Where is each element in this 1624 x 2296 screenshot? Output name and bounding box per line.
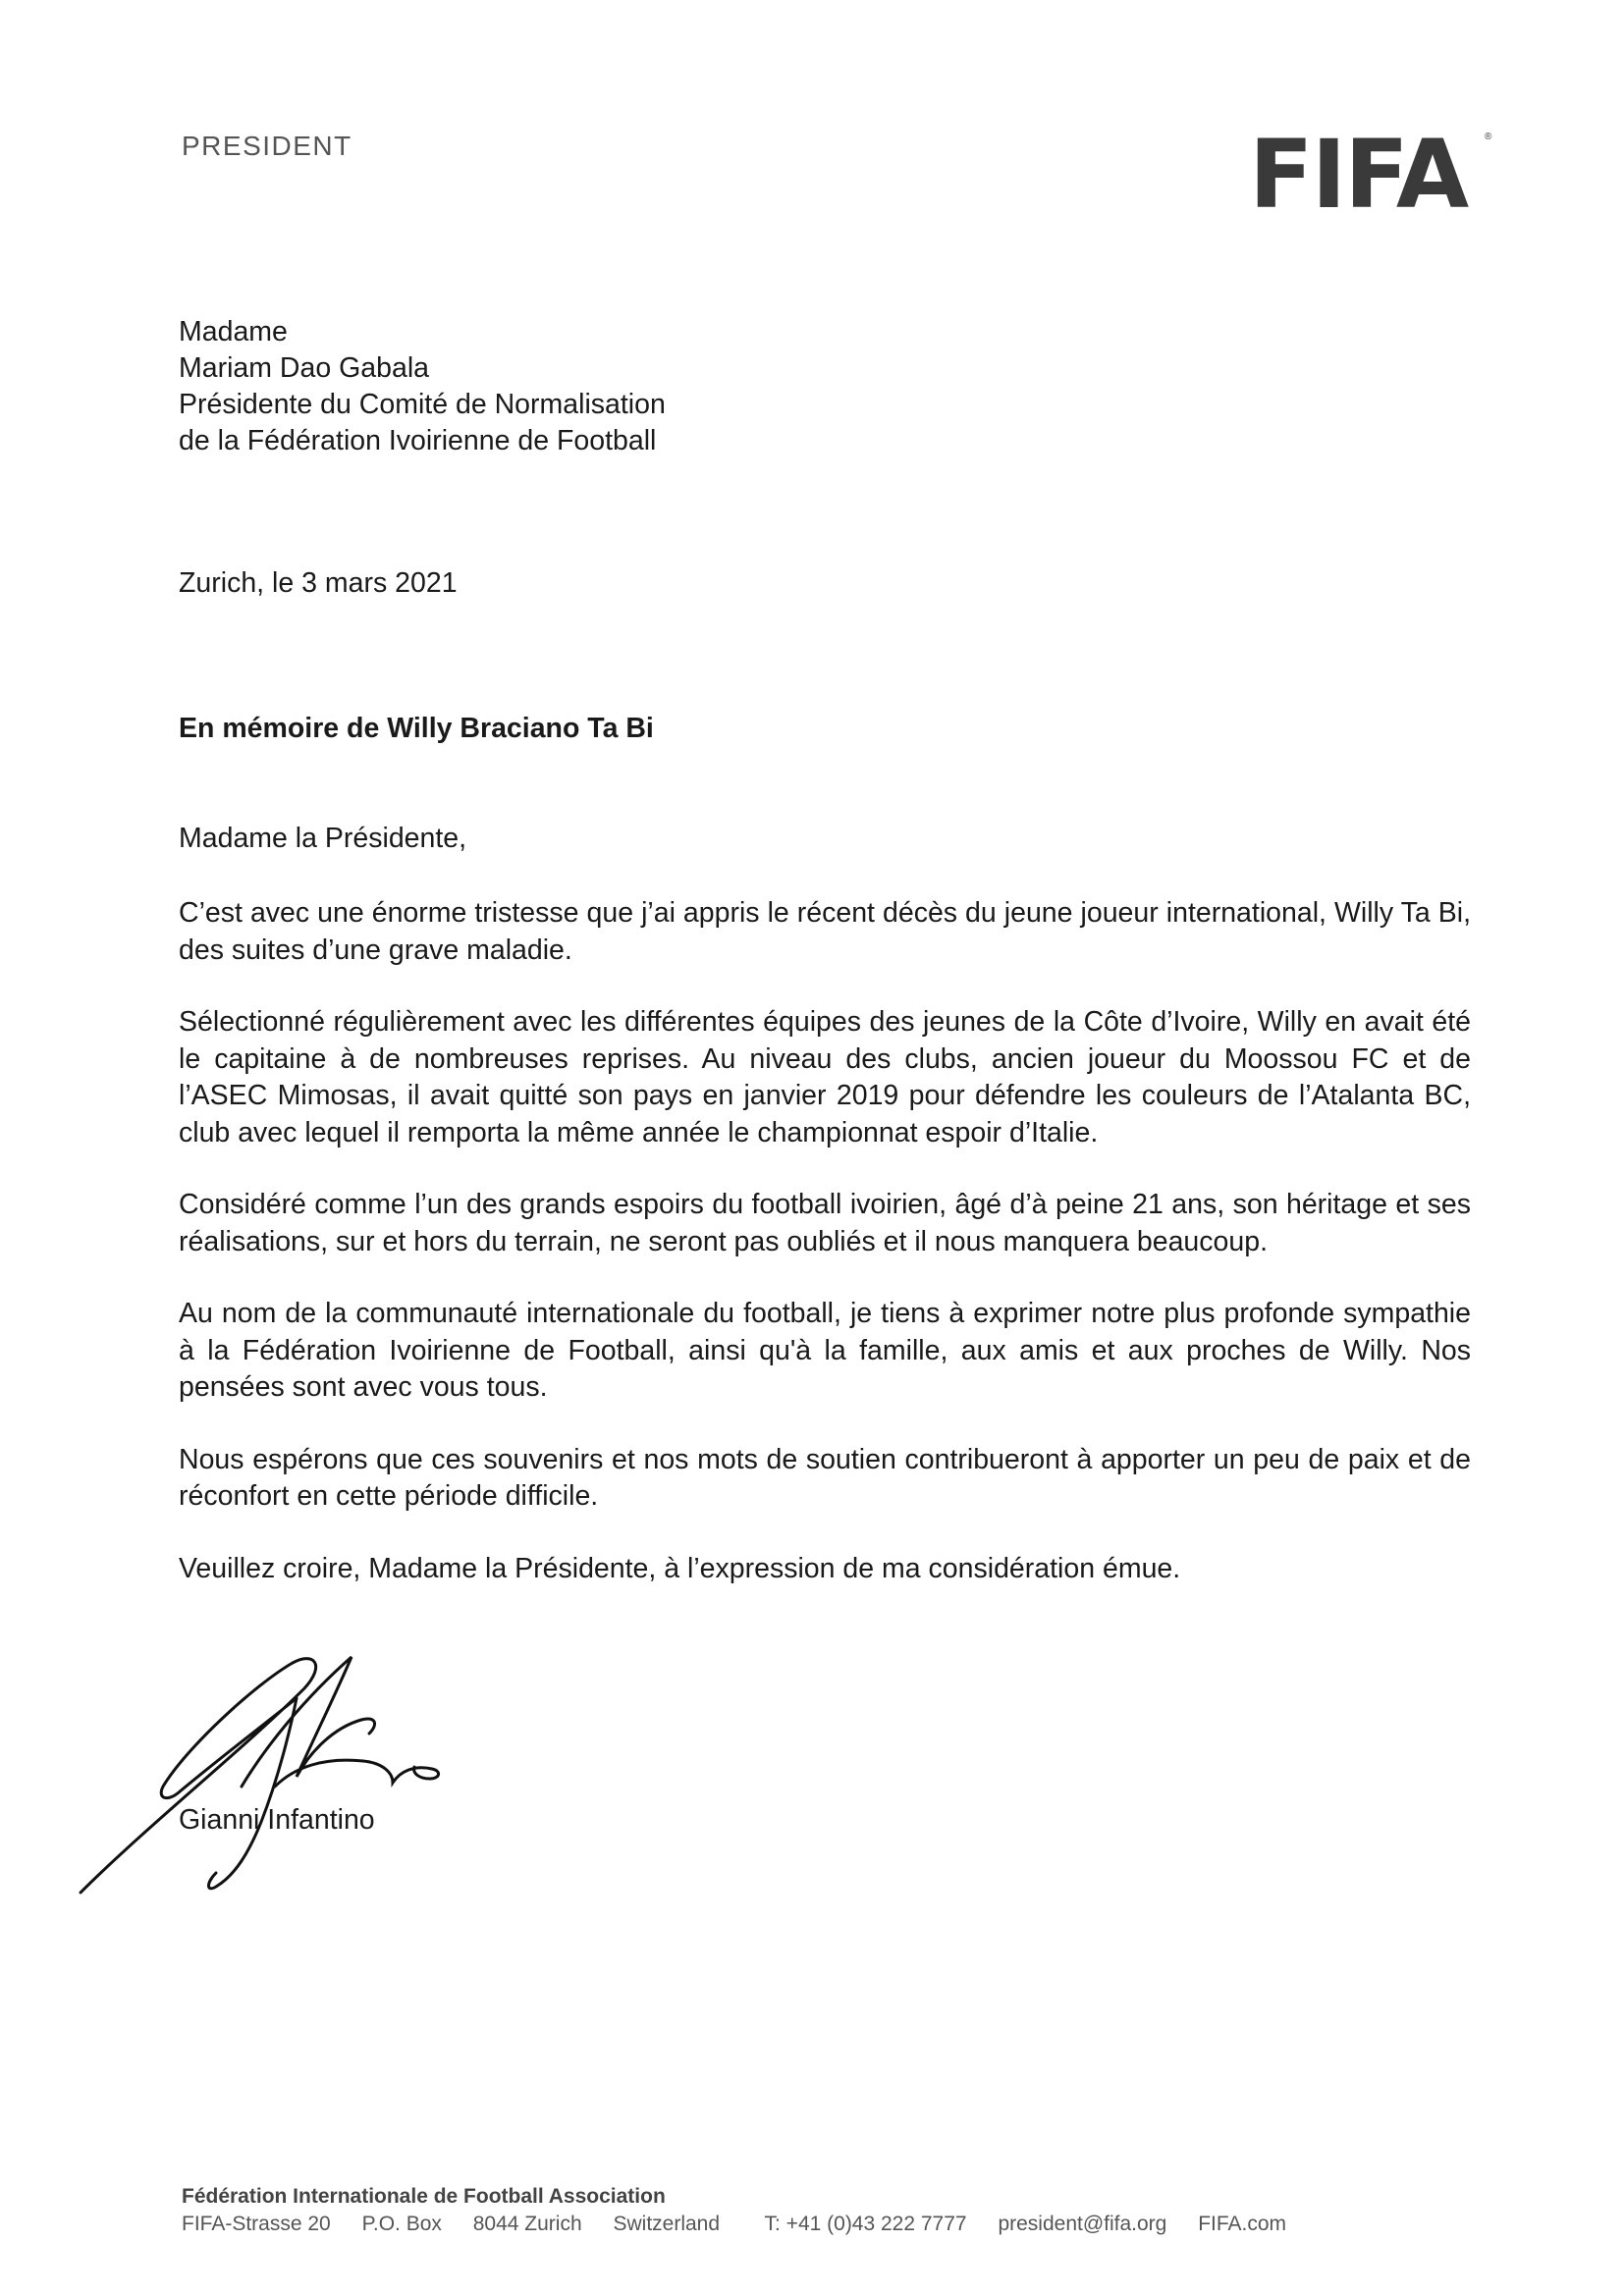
letter-body	[179, 895, 1471, 1623]
registered-mark: ®	[1485, 132, 1492, 142]
footer	[182, 2185, 1312, 2236]
body-paragraph: Au nom de la communauté internationale du football, je tiens à exprimer notre plus profonde sympathie à la Fédération Ivoirienne de Football, ainsi qu'à la famille, aux amis et aux proches de Willy. Nos pensées sont avec vous tous.	[179, 1298, 1471, 1403]
footer-organization: Fédération Internationale de Football Association	[182, 2185, 666, 2208]
fifa-logo-text: FIFA	[1249, 120, 1468, 230]
salutation: Madame la Présidente,	[179, 823, 467, 854]
body-paragraph: Nous espérons que ces souvenirs et nos mots de soutien contribueront à apporter un peu de paix et de réconfort en cette période difficile.	[179, 1443, 1471, 1512]
body-paragraph: Sélectionné régulièrement avec les différentes équipes des jeunes de la Côte d’Ivoire, Willy en avait été le capitaine à de nombreuses reprises. Au niveau des clubs, ancien joueur du Moossou FC et de l’ASEC Mimosas, il avait quitté son pays en janvier 2019 pour défendre les couleurs de l’Atalanta BC, club avec lequel il remporta la même année le championnat espoir d’Italie.	[179, 1006, 1471, 1148]
recipient-line: Mariam Dao Gabala	[179, 352, 430, 384]
recipient-line: Présidente du Comité de Normalisation	[179, 389, 666, 420]
footer-street: FIFA-Strasse 20	[182, 2213, 331, 2235]
footer-website[interactable]: FIFA.com	[1198, 2213, 1287, 2235]
recipient-address	[179, 314, 666, 459]
recipient-line: de la Fédération Ivoirienne de Football	[179, 425, 657, 456]
signer-name: Gianni Infantino	[179, 1804, 375, 1836]
footer-phone: T: +41 (0)43 222 7777	[764, 2213, 967, 2235]
recipient-line: Madame	[179, 316, 288, 347]
footer-email[interactable]: president@fifa.org	[998, 2213, 1167, 2235]
body-paragraph: Considéré comme l’un des grands espoirs du football ivoirien, âgé d’à peine 21 ans, son héritage et ses réalisations, sur et hors du terrain, ne seront pas oubliés et il nous manquera beaucoup.	[179, 1189, 1471, 1257]
footer-po-box: P.O. Box	[361, 2213, 442, 2235]
letter-subject: En mémoire de Willy Braciano Ta Bi	[179, 713, 654, 744]
closing-paragraph: Veuillez croire, Madame la Présidente, à l’expression de ma considération émue.	[179, 1552, 1181, 1584]
letter-date: Zurich, le 3 mars 2021	[179, 567, 458, 599]
signature-icon	[69, 1629, 560, 1904]
header-title: PRESIDENT	[182, 131, 352, 161]
footer-contact-line	[182, 2213, 1312, 2236]
footer-city: 8044 Zurich	[472, 2213, 582, 2235]
body-paragraph: C’est avec une énorme tristesse que j’ai appris le récent décès du jeune joueur international, Willy Ta Bi, des suites d’une grave maladie.	[179, 897, 1471, 966]
fifa-logo	[1249, 120, 1500, 230]
footer-country: Switzerland	[613, 2213, 721, 2235]
